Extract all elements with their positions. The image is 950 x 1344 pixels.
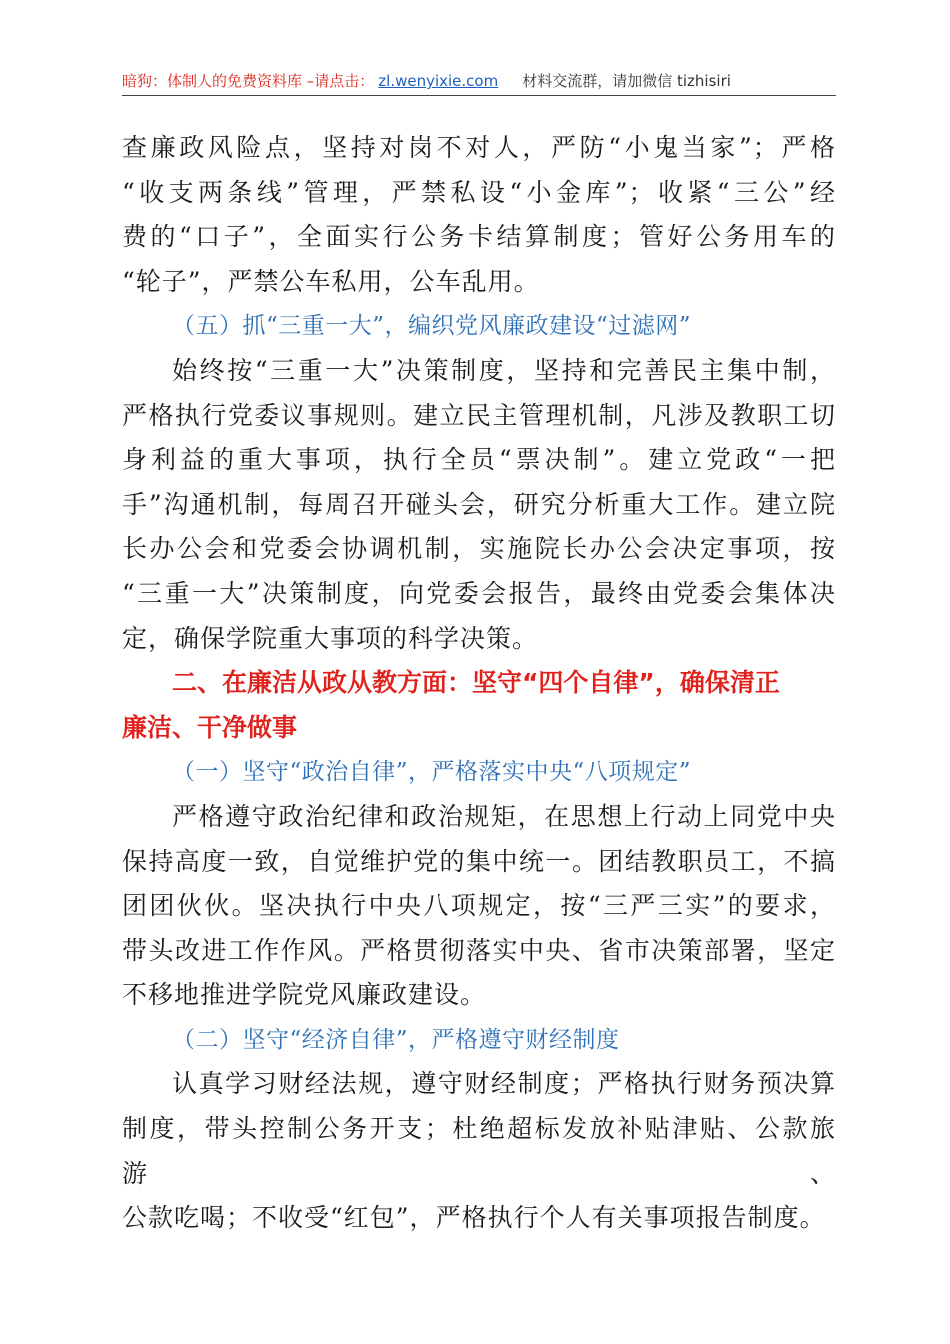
text-line: 查廉政风险点，坚持对岗不对人，严防“小鬼当家”；严格 — [122, 133, 836, 162]
subheading-five: （五）抓“三重一大”，编织党风廉政建设“过滤网” — [172, 313, 692, 340]
page-header — [122, 70, 836, 91]
text-line: 制度，带头控制公务开支；杜绝超标发放补贴津贴、公款旅游、 — [122, 1114, 836, 1188]
text-line: “三重一大”决策制度，向党委会报告，最终由党委会集体决 — [122, 578, 836, 608]
text-line: “轮子”，严禁公车私用，公车乱用。 — [122, 266, 540, 296]
header-link[interactable]: zl.wenyixie.com — [378, 72, 499, 90]
heading-line: 廉洁、干净做事 — [122, 712, 298, 742]
text-line: 不移地推进学院党风廉政建设。 — [122, 980, 487, 1010]
text-line: 长办公会和党委会协调机制，实施院长办公会决定事项，按 — [122, 534, 836, 564]
text-line: 带头改进工作作风。严格贯彻落实中央、省市决策部署，坚定 — [122, 935, 836, 965]
subheading-two: （二）坚守“经济自律”，严格遵守财经制度 — [172, 1026, 620, 1053]
text-line: 始终按“三重一大”决策制度，坚持和完善民主集中制， — [172, 355, 836, 385]
header-promo-text: 暗狗：体制人的免费资料库 –请点击： — [122, 72, 375, 90]
header-divider — [122, 95, 836, 96]
text-line: “收支两条线”管理，严禁私设“小金库”；收紧“三公”经 — [122, 177, 836, 207]
text-line: 手”沟通机制，每周召开碰头会，研究分析重大工作。建立院 — [122, 489, 836, 519]
section-heading-two — [122, 661, 836, 750]
document-body — [122, 126, 836, 1241]
text-line: 保持高度一致，自觉维护党的集中统一。团结教职员工，不搞 — [122, 846, 836, 876]
text-line: 严格遵守政治纪律和政治规矩，在思想上行动上同党中央 — [172, 801, 836, 831]
text-line: 认真学习财经法规，遵守财经制度；严格执行财务预决算 — [172, 1069, 836, 1099]
text-line: 费的“口子”，全面实行公务卡结算制度；管好公务用车的 — [122, 222, 836, 252]
text-line: 身利益的重大事项，执行全员“票决制”。建立党政“一把 — [122, 445, 836, 475]
paragraph-political-discipline — [122, 795, 836, 1018]
paragraph-economic-discipline — [122, 1062, 836, 1240]
paragraph-risk-control — [122, 126, 836, 304]
subheading-one: （一）坚守“政治自律”，严格落实中央“八项规定” — [172, 759, 692, 786]
paragraph-three-major-one-large — [122, 349, 836, 661]
text-line: 公款吃喝；不收受“红包”，严格执行个人有关事项报告制度。 — [122, 1203, 826, 1233]
heading-line: 二、在廉洁从政从教方面：坚守“四个自律”，确保清正 — [172, 668, 780, 698]
text-line: 团团伙伙。坚决执行中央八项规定，按“三严三实”的要求， — [122, 891, 836, 921]
header-contact-text: 材料交流群，请加微信 tizhisiri — [522, 72, 731, 90]
text-line: 严格执行党委议事规则。建立民主管理机制，凡涉及教职工切 — [122, 400, 836, 430]
text-line: 定，确保学院重大事项的科学决策。 — [122, 623, 539, 653]
